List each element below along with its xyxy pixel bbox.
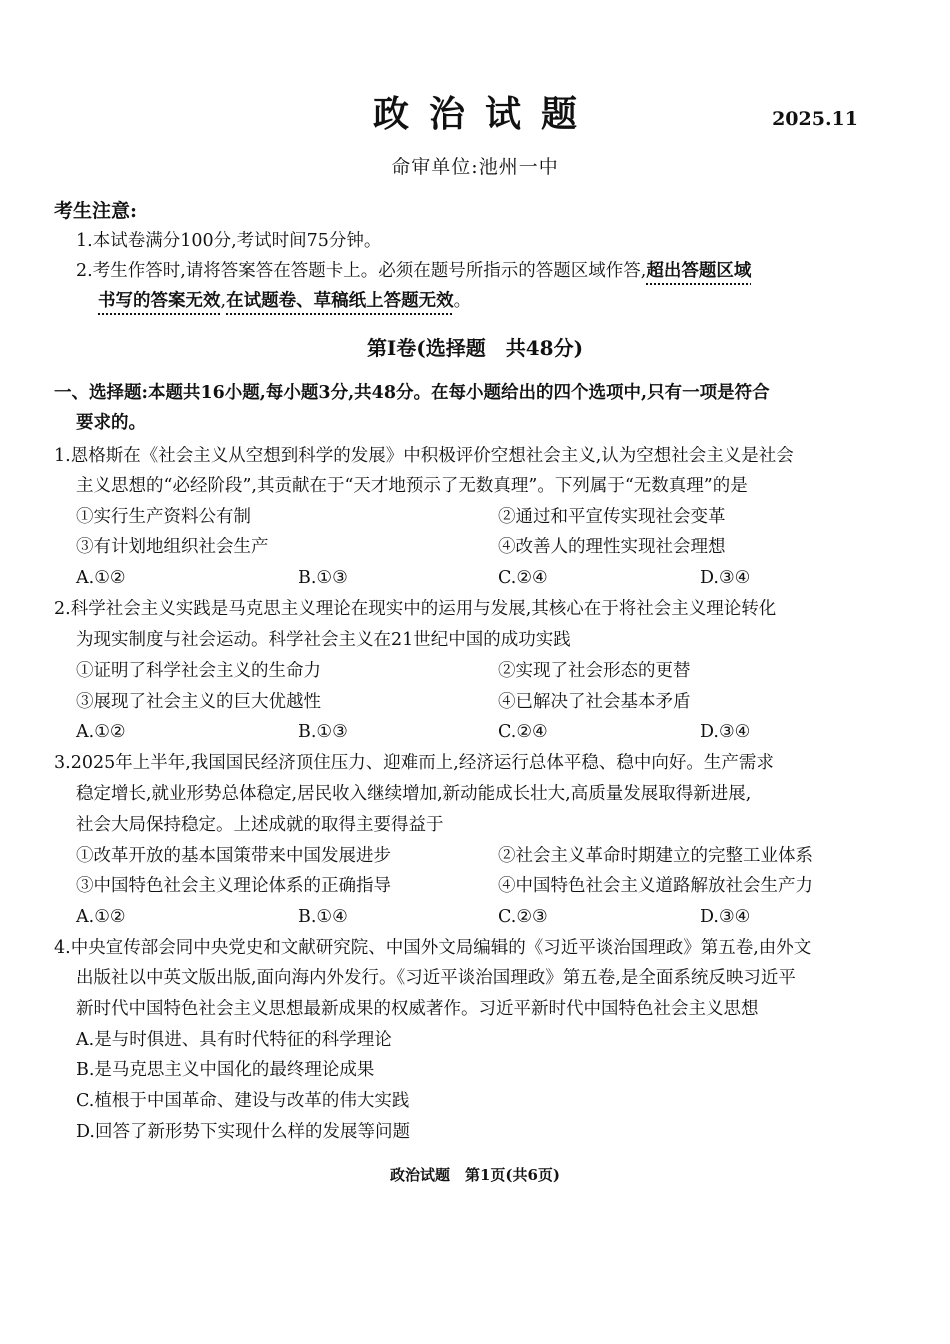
question-3-stem-line-3: 社会大局保持稳定。上述成就的取得主要得益于 xyxy=(76,815,444,835)
notice-emphasis-1: 超出答题区域 xyxy=(646,261,752,281)
notice-emphasis-2: 书写的答案无效 xyxy=(98,291,221,311)
section-instruction-line-1: 一、选择题:本题共16小题,每小题3分,共48分。在每小题给出的四个选项中,只有一项是符合 xyxy=(54,383,770,403)
question-2-item-4: ④已解决了社会基本矛盾 xyxy=(498,692,691,712)
question-3-stem-line-1: 3.2025年上半年,我国国民经济顶住压力、迎难而上,经济运行总体平稳、稳中向好。生产需求 xyxy=(54,753,774,773)
question-1-item-3: ③有计划地组织社会生产 xyxy=(76,537,269,557)
notice-title: 考生注意: xyxy=(54,200,138,222)
question-1-choice-b[interactable]: B.①③ xyxy=(298,568,348,588)
notice-item-2-text: 2.考生作答时,请将答案答在答题卡上。必须在题号所指示的答题区域作答, xyxy=(76,261,647,281)
question-1-item-4: ④改善人的理性实现社会理想 xyxy=(498,537,726,557)
question-3-choice-d[interactable]: D.③④ xyxy=(700,907,751,927)
question-2-choice-a[interactable]: A.①② xyxy=(76,722,126,742)
question-3-choice-a[interactable]: A.①② xyxy=(76,907,126,927)
question-1-stem-line-1: 1.恩格斯在《社会主义从空想到科学的发展》中积极评价空想社会主义,认为空想社会主义是社会 xyxy=(54,446,794,466)
question-1-choice-d[interactable]: D.③④ xyxy=(700,568,751,588)
question-2-stem-line-1: 2.科学社会主义实践是马克思主义理论在现实中的运用与发展,其核心在于将社会主义理论转化 xyxy=(54,599,777,619)
notice-item-2-line-1 xyxy=(76,256,751,286)
question-1-item-1: ①实行生产资料公有制 xyxy=(76,507,251,527)
question-3-stem-line-2: 稳定增长,就业形势总体稳定,居民收入继续增加,新动能成长壮大,高质量发展取得新进展, xyxy=(76,784,752,804)
question-2-item-2: ②实现了社会形态的更替 xyxy=(498,661,691,681)
question-4-option-a[interactable]: A.是与时俱进、具有时代特征的科学理论 xyxy=(76,1030,392,1050)
notice-emphasis-3: 在试题卷、草稿纸上答题无效 xyxy=(226,291,454,311)
question-3-choice-b[interactable]: B.①④ xyxy=(298,907,348,927)
question-4-stem-line-2: 出版社以中英文版出版,面向海内外发行。《习近平谈治国理政》第五卷,是全面系统反映习近平 xyxy=(76,968,796,988)
question-2-item-3: ③展现了社会主义的巨大优越性 xyxy=(76,692,321,712)
question-1-choice-a[interactable]: A.①② xyxy=(76,568,126,588)
section-instruction-line-2: 要求的。 xyxy=(76,413,146,433)
question-2-item-1: ①证明了科学社会主义的生命力 xyxy=(76,661,321,681)
question-3-item-1: ①改革开放的基本国策带来中国发展进步 xyxy=(76,846,391,866)
question-2-choice-b[interactable]: B.①③ xyxy=(298,722,348,742)
question-4-option-d[interactable]: D.回答了新形势下实现什么样的发展等问题 xyxy=(76,1122,410,1142)
question-3-choice-c[interactable]: C.②③ xyxy=(498,907,548,927)
question-1-item-2: ②通过和平宣传实现社会变革 xyxy=(498,507,726,527)
question-2-choice-d[interactable]: D.③④ xyxy=(700,722,751,742)
notice-end: 。 xyxy=(453,291,472,311)
question-1-choice-c[interactable]: C.②④ xyxy=(498,568,548,588)
question-4-stem-line-3: 新时代中国特色社会主义思想最新成果的权威著作。习近平新时代中国特色社会主义思想 xyxy=(76,999,759,1019)
question-3-item-2: ②社会主义革命时期建立的完整工业体系 xyxy=(498,846,813,866)
page-footer: 政治试题 第1页(共6页) xyxy=(389,1166,561,1184)
question-4-stem-line-1: 4.中央宣传部会同中央党史和文献研究院、中国外文局编辑的《习近平谈治国理政》第五卷,由外文 xyxy=(54,938,812,958)
question-1-stem-line-2: 主义思想的“必经阶段”,其贡献在于“天才地预示了无数真理”。下列属于“无数真理”的是 xyxy=(76,476,748,496)
notice-comma: , xyxy=(220,291,227,311)
section-title: 第Ⅰ卷(选择题 共48分) xyxy=(366,336,584,360)
setting-unit: 命审单位:池州一中 xyxy=(391,156,559,178)
question-2-stem-line-2: 为现实制度与社会运动。科学社会主义在21世纪中国的成功实践 xyxy=(76,630,571,650)
page-title: 政治试题 xyxy=(372,93,597,135)
question-4-option-b[interactable]: B.是马克思主义中国化的最终理论成果 xyxy=(76,1060,375,1080)
question-3-item-4: ④中国特色社会主义道路解放社会生产力 xyxy=(498,876,813,896)
exam-date: 2025.11 xyxy=(772,108,858,130)
notice-item-1: 1.本试卷满分100分,考试时间75分钟。 xyxy=(76,231,382,251)
question-2-choice-c[interactable]: C.②④ xyxy=(498,722,548,742)
question-3-item-3: ③中国特色社会主义理论体系的正确指导 xyxy=(76,876,391,896)
notice-item-2-line-2 xyxy=(98,286,471,316)
question-4-option-c[interactable]: C.植根于中国革命、建设与改革的伟大实践 xyxy=(76,1091,410,1111)
